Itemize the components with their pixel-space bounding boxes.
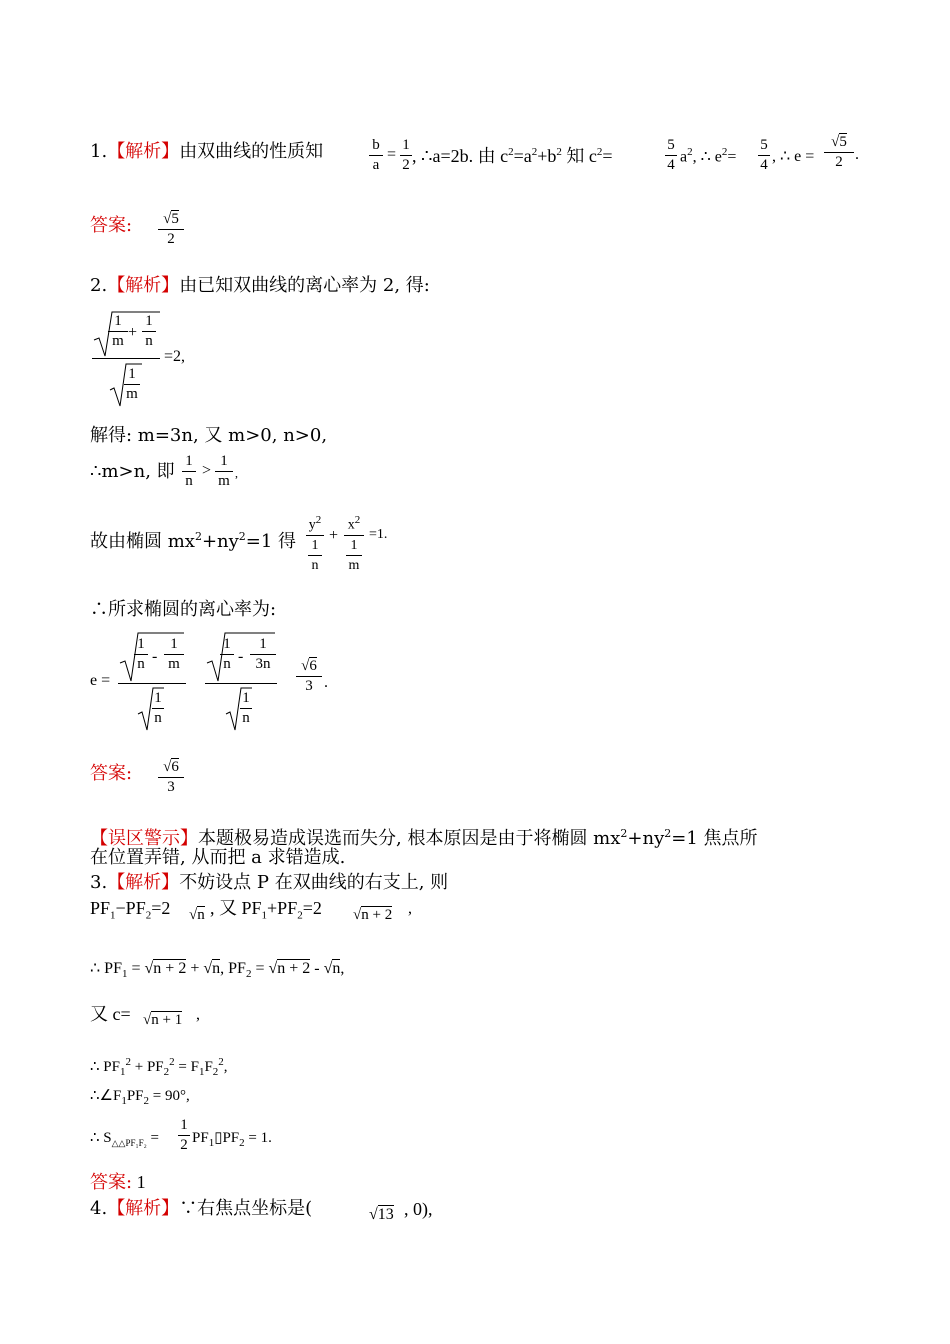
radicand: n + 2 [277,960,311,977]
frac-1-n [240,690,252,727]
text: F [204,1059,213,1075]
text: , [223,1059,228,1075]
radicand: 5 [839,134,847,150]
radicand: n + 2 [153,960,187,977]
frac-1-2 [178,1117,190,1154]
frac-den: 3n [255,656,271,672]
frac-num: 1 [180,1117,188,1133]
frac-1-m [215,453,233,490]
text: =2 [302,898,322,918]
radicand: 6 [171,759,179,775]
q1-frac-sqrt5-2: √5 2 [824,134,854,171]
q3-line-6 [90,1128,159,1149]
q2-ellipse-line [90,525,296,554]
text: ∴∠F [90,1088,122,1104]
text: PF [90,898,111,918]
frac-den: 3 [305,678,313,694]
sup: 2 [556,146,562,158]
answer-1-value: √5 2 [158,211,184,248]
frac-den: m [218,473,230,489]
var-y: y [308,517,316,533]
q1-number: 1. [90,141,108,162]
q3-line-1: $PF_1-PF_2=2$ [90,898,171,922]
eq-sign: = [805,148,815,165]
q1-therefore-e [772,146,814,166]
q3-line-2: ∴ $PF_1 = √n + 2 + √n$, $PF_2 = √n + 2 - √n$, [90,960,345,981]
frac-den: m [168,656,180,672]
frac-num: 1 [114,313,122,329]
sup: 2 [125,1056,131,1068]
frac-sqrt6-3: √6 3 [296,658,322,695]
text: 故由椭圆 mx [90,531,195,552]
answer-1-label: 答案: [90,215,133,236]
plus: + [128,324,138,341]
q3-number: 3. [90,872,108,893]
frac-1-m [124,366,140,403]
q1-a2 [680,146,736,166]
frac-num: 1 [402,137,410,153]
sup: 2 [238,530,246,543]
frac-1-3n [250,636,276,673]
frac-1-n [142,313,156,350]
q4-end: , 0), [404,1199,433,1219]
greater-than: > [202,462,212,479]
q3-line-3: 又 c= [90,1004,131,1024]
radicand: n [197,907,205,923]
warning-line-2: 在位置弄错, 从而把 a 求错造成. [90,847,346,868]
frac-den: 2 [402,157,410,173]
frac-1-m [164,636,184,673]
q1-frac-5-4b [758,137,770,174]
answer-3-value: 1 [132,1172,146,1192]
text: =1 焦点所 [671,828,758,849]
text: PF [192,1130,209,1146]
subscript: △△PF₁F₂ [111,1138,147,1148]
minus: - [152,648,158,665]
frac-num: 1 [128,366,136,382]
sup: 2 [354,514,361,526]
sup: 2 [508,146,514,158]
frac-num: 1 [350,537,358,553]
frac-den: 2 [835,154,843,170]
frac-1-n [134,636,148,673]
frac-den: n [242,710,250,726]
frac-x2-over-1m [344,512,364,574]
q1-line [90,140,323,164]
text: 本题极易造成误选而失分, 根本原因是由于将椭圆 mx [198,828,621,849]
frac-den: n [223,656,231,672]
text: =1 得 [245,531,297,552]
answer-2-label: 答案: [90,763,133,784]
frac-den: m [348,557,360,573]
frac-den: n [145,333,153,349]
frac-den: 2 [167,231,175,247]
q2-tag: 【解析】 [107,275,180,296]
q4-line [90,1197,312,1221]
frac-num: 1 [145,313,153,329]
q2-therefore-line: ∴m>n, 即 [90,461,175,482]
frac-num: 1 [223,636,231,652]
frac-den: m [112,333,124,349]
text: = 1. [244,1130,272,1146]
var-x: x [347,517,355,533]
text: =a [513,146,532,166]
q2-solve-line: 解得: m=3n, 又 m>0, n>0, [90,425,328,446]
q2-number: 2. [90,275,108,296]
radicand: n [332,960,341,977]
text: , PF [220,960,246,977]
q3-header [90,871,448,895]
frac-num: 1 [154,690,162,706]
text: ∴ PF [90,1059,120,1075]
main-frac-bar [92,358,160,359]
comma: , [196,1006,200,1023]
frac-den: 3 [167,779,175,795]
text: PF [126,1088,144,1104]
q1-text: 由双曲线的性质知 [179,141,324,162]
text: =2 [151,898,171,918]
sup: 2 [218,1056,224,1068]
eq-sign: = [727,148,737,166]
comma: , [235,466,238,480]
frac-den: m [126,386,138,402]
sup: 2 [315,514,322,526]
sup: 2 [596,146,603,158]
sup: 2 [664,827,672,840]
q1-frac-5-4 [665,137,677,174]
sqrt-13: √13 [369,1206,394,1223]
q3-line-6b: $PF_1▯PF_2 = 1$. [192,1130,272,1149]
eq-sign: = [387,146,397,163]
text: +PF [267,898,298,918]
text: , 又 PF [210,898,262,918]
sup: 2 [721,146,728,158]
q2-eccentricity-intro: ∴所求椭圆的离心率为: [90,599,277,620]
frac-num: 1 [242,690,250,706]
q3-line-4: ∴ $PF_1^2 + PF_2^2 = F_1F_2^2$, [90,1056,228,1078]
text: = [251,960,265,977]
sup: 2 [169,1056,175,1068]
frac-den: a [372,157,380,173]
frac-bar [205,683,277,684]
comma: , [408,900,412,917]
frac-num: 1 [137,636,145,652]
text: - [310,960,324,977]
frac-den: n [137,656,145,672]
q2-header [90,274,430,298]
q3-line-5: $\therefore\angle F_1PF_2 = 90^\circ$, [90,1088,190,1107]
text: = F [174,1059,199,1075]
frac-num: 1 [259,636,267,652]
text: = 90°, [149,1088,190,1104]
text: ∴ S [90,1130,112,1146]
sup: 2 [620,827,628,840]
text: + [186,960,204,977]
frac-bar [118,683,186,684]
q2-text: 由已知双曲线的离心率为 2, 得: [179,275,430,296]
radicand: n + 1 [151,1012,183,1028]
q3-text: 不妨设点 P 在双曲线的右支上, 则 [179,872,449,893]
sqrt-n-plus-2: √n + 2 [353,907,393,923]
frac-1-m [108,313,128,350]
text: = [146,1130,159,1146]
text: +ny [201,531,239,552]
frac-num: 1 [185,453,193,469]
frac-num: b [372,137,380,153]
sqrt-n-plus-1: √n + 1 [143,1012,183,1028]
frac-num: 1 [220,453,228,469]
text: , ∴a=2b. 由 c [412,146,509,166]
q1-frac-b-a [369,137,383,174]
period: . [855,146,859,163]
frac-num: 1 [311,537,319,553]
text: , ∴ e [772,148,802,165]
text: , [340,960,345,977]
equals-2: =2, [164,348,186,365]
sup: 2 [687,146,693,158]
q1-tag: 【解析】 [107,141,180,162]
text: +b [537,146,557,166]
text: = [602,146,613,166]
sqrt-n: √n [189,907,205,923]
radicand: n + 2 [361,907,393,923]
q1-frac-half [400,137,412,174]
answer-3 [90,1170,146,1195]
sup: 2 [194,530,202,543]
frac-num: 5 [667,137,675,153]
radicand: 13 [377,1206,394,1223]
e-equals: e = [90,672,111,689]
text: +ny [627,828,665,849]
frac-y2-over-1n [306,512,324,574]
q3-line-1b: , 又 $PF_1+PF_2=2$ [210,898,322,922]
q4-text: ∵右焦点坐标是( [179,1198,313,1219]
warning-tag: 【误区警示】 [90,828,198,849]
q4-tag: 【解析】 [107,1198,180,1219]
radicand: n [212,960,221,977]
frac-den: n [311,557,319,573]
text: 知 c [561,146,597,166]
frac-den: 2 [180,1137,188,1153]
frac-den: 4 [667,157,675,173]
minus: - [238,648,244,665]
text: , ∴ e [692,148,722,166]
equals-1: =1. [369,527,388,542]
q3-tag: 【解析】 [107,872,180,893]
text: + PF [130,1059,164,1075]
frac-num: 5 [760,137,768,153]
plus: + [329,527,339,544]
frac-den: n [154,710,162,726]
q1-line-b [412,140,613,168]
text: ∴ PF [90,960,122,977]
answer-2-value: √6 3 [158,759,184,796]
period: . [324,674,328,691]
sup: 2 [531,146,538,158]
radicand: 5 [171,211,179,227]
frac-1-n [220,636,234,673]
radicand: 6 [309,658,317,674]
text: = [127,960,141,977]
q4-number: 4. [90,1198,108,1219]
answer-3-label: 答案: [90,1172,133,1193]
frac-1-n [152,690,164,727]
text: −PF [115,898,146,918]
frac-den: 4 [760,157,768,173]
frac-num: 1 [170,636,178,652]
text: ▯PF [214,1130,240,1146]
frac-den: n [185,473,193,489]
var-a: a [680,148,688,166]
frac-1-n [182,453,196,490]
